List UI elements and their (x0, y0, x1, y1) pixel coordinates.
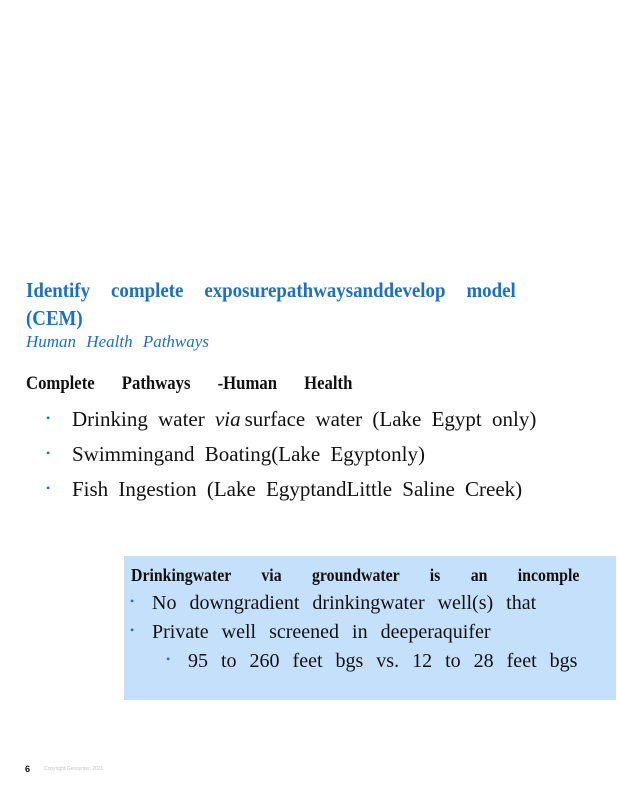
section-heading: Complete Pathways -Human Health (26, 373, 353, 394)
list-item (130, 618, 577, 647)
copyright-notice: Copyright Geosyntec 2021 (44, 766, 104, 772)
list-item-emphasis: via (214, 407, 241, 431)
list-item-text: Private well screened in deeperaquifer (152, 621, 491, 643)
callout-heading: Drinkingwater via groundwater is an incomple (131, 565, 580, 585)
page-number: 6 (25, 764, 31, 774)
list-item-text: Fish Ingestion (Lake EgyptandLittle Saline Creek) (72, 477, 523, 501)
bullet-icon: • (46, 481, 51, 496)
sub-list-item (130, 647, 577, 676)
list-item (46, 474, 536, 509)
complete-pathways-list (46, 404, 536, 509)
list-item (46, 404, 536, 439)
list-item-text: No downgradient drinkingwater well(s) that (152, 592, 537, 614)
slide-title: Identify complete exposurepathwaysanddevelop model (CEM) (26, 278, 516, 330)
list-item (130, 589, 577, 618)
slide-subtitle: Human Health Pathways (26, 332, 209, 351)
bullet-icon: • (130, 623, 135, 638)
list-item-text: 95 to 260 feet bgs vs. 12 to 28 feet bgs (188, 650, 578, 672)
bullet-icon: • (130, 594, 135, 609)
list-item (46, 439, 536, 474)
callout-list (130, 589, 577, 676)
list-item-text: Drinking water (72, 407, 215, 431)
incomplete-pathway-callout (124, 556, 616, 700)
bullet-icon: • (46, 411, 51, 426)
bullet-icon: • (46, 446, 51, 461)
bullet-icon: • (166, 652, 171, 667)
list-item-text: surface water (Lake Egypt only) (244, 407, 537, 431)
list-item-text: Swimmingand Boating(Lake Egyptonly) (72, 442, 425, 466)
